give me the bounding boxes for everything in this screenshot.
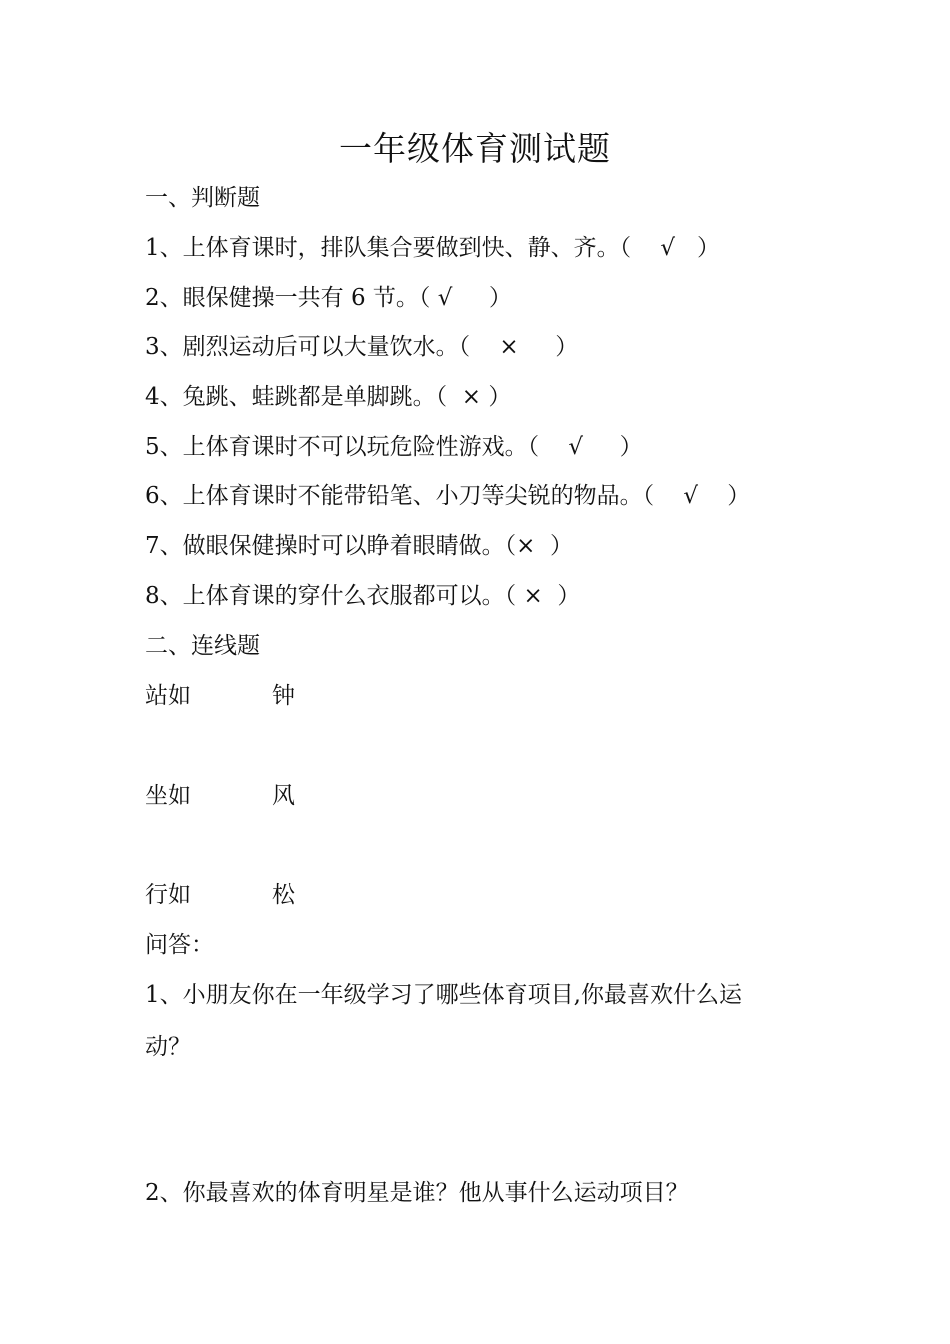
true-false-question-7: 7、做眼保健操时可以睁着眼睛做。（× ） — [145, 533, 574, 559]
matching-left-3: 行如 — [145, 882, 191, 908]
qa-question-2: 2、你最喜欢的体育明星是谁？他从事什么运动项目？ — [145, 1180, 689, 1206]
matching-left-1: 站如 — [145, 683, 191, 709]
section-heading-true-false: 一、判断题 — [145, 185, 260, 211]
true-false-question-4: 4、兔跳、蛙跳都是单脚跳。（ × ） — [145, 384, 512, 410]
matching-right-3: 松 — [272, 882, 295, 908]
qa-question-1-line-2: 动？ — [145, 1034, 191, 1060]
section-heading-qa: 问答： — [145, 932, 214, 958]
true-false-question-3: 3、剧烈运动后可以大量饮水。（ × ） — [145, 334, 579, 360]
true-false-question-2: 2、眼保健操一共有 6 节。（ √ ） — [145, 285, 512, 311]
true-false-question-6: 6、上体育课时不能带铅笔、小刀等尖锐的物品。（ √ ） — [145, 483, 751, 509]
true-false-question-5: 5、上体育课时不可以玩危险性游戏。（ √ ） — [145, 434, 643, 460]
matching-right-2: 风 — [272, 783, 295, 809]
qa-question-1-line-1: 1、小朋友你在一年级学习了哪些体育项目,你最喜欢什么运 — [145, 982, 742, 1008]
matching-left-2: 坐如 — [145, 783, 191, 809]
true-false-question-1: 1、上体育课时，排队集合要做到快、静、齐。（ √ ） — [145, 235, 720, 261]
matching-right-1: 钟 — [272, 683, 295, 709]
document-title: 一年级体育测试题 — [339, 129, 611, 168]
true-false-question-8: 8、上体育课的穿什么衣服都可以。（ × ） — [145, 583, 581, 609]
section-heading-matching: 二、连线题 — [145, 633, 260, 659]
